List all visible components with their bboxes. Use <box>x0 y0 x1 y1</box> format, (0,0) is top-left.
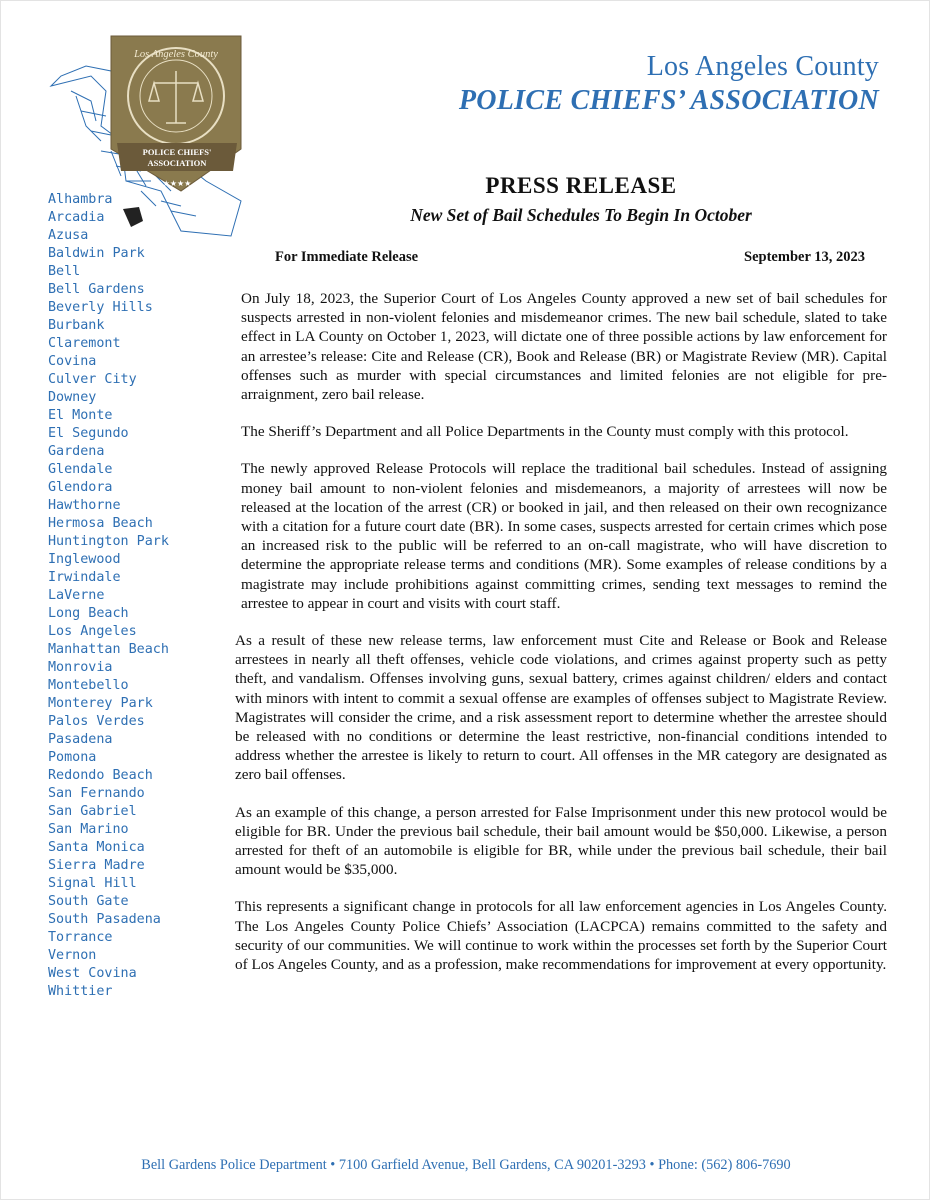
city-item: West Covina <box>48 966 137 981</box>
document-title: PRESS RELEASE <box>485 173 677 198</box>
city-item: Hawthorne <box>48 498 121 513</box>
city-item: South Pasadena <box>48 912 161 927</box>
city-item: Montebello <box>48 678 129 693</box>
paragraph: This represents a significant change in protocols for all law enforcement agencies in Los Angeles County. The Los Angeles County Police Chiefs’ Association (LACPCA) remains committed to the safety and security of our communities. We will continue to work within the processes set forth by the Superior Court of Los Angeles County, and as a profession, make recommendations for improvement at every opportunity. <box>235 898 887 974</box>
release-info-row <box>275 249 865 266</box>
city-item: Downey <box>48 390 97 405</box>
city-item: Whittier <box>48 984 113 999</box>
footer-contact: Bell Gardens Police Department • 7100 Garfield Avenue, Bell Gardens, CA 90201-3293 • Phone: (562) 806-7690 <box>141 1157 791 1173</box>
title-block <box>251 173 911 226</box>
release-label: For Immediate Release <box>275 249 419 265</box>
city-item: Gardena <box>48 444 105 459</box>
release-date: September 13, 2023 <box>744 249 865 265</box>
city-item: Torrance <box>48 930 113 945</box>
paragraph: On July 18, 2023, the Superior Court of Los Angeles County approved a new set of bail schedules for suspects arrested in non-violent felonies and misdemeanor crimes. The new bail schedule, slated to take effect in LA County on October 1, 2023, will dictate one of three possible actions by law enforcement for an arrestee’s release: Cite and Release (CR), Book and Release (BR) or Magistrate Review (MR). Capital offenses such as murder with special circumstances and limited felonies are not eligible for pre-arraignment, zero bail release. <box>241 290 887 404</box>
city-item: Burbank <box>48 318 105 333</box>
org-name-line2: POLICE CHIEFS’ ASSOCIATION <box>458 85 879 116</box>
city-item: South Gate <box>48 894 129 909</box>
city-item: Baldwin Park <box>48 246 145 261</box>
org-name-line1: Los Angeles County <box>646 51 879 82</box>
city-item: Beverly Hills <box>48 300 153 315</box>
city-item: Pasadena <box>48 732 113 747</box>
member-cities-list <box>48 191 223 1001</box>
city-item: Huntington Park <box>48 534 169 549</box>
city-item: San Marino <box>48 822 129 837</box>
city-item: Santa Monica <box>48 840 145 855</box>
city-item: Culver City <box>48 372 137 387</box>
banner-line1: POLICE CHIEFS' <box>142 147 212 157</box>
city-item: Glendora <box>48 480 113 495</box>
logo-stars: ★★★★ <box>162 179 192 188</box>
city-item: Azusa <box>48 228 89 243</box>
city-item: Sierra Madre <box>48 858 145 873</box>
city-item: Covina <box>48 354 97 369</box>
city-item: Signal Hill <box>48 876 137 891</box>
paragraph: The newly approved Release Protocols will replace the traditional bail schedules. Instead of assigning money bail amount to non-violent felonies and misdemeanors, a majority of arrestees will now be released at the location of the arrest (CR) or booked in jail, and then released on their own recognizance with a citation for a future court date (BR). In some cases, suspects arrested for certain crimes which pose an increased risk to the public will be referred to an on-call magistrate, who will have discretion to determine the appropriate release terms and conditions (MR). Some examples of release conditions by a magistrate may include prohibitions against committing crimes, sending text messages to remind the arrestee to appear in court and visits with court staff. <box>241 460 887 612</box>
city-item: Hermosa Beach <box>48 516 153 531</box>
city-item: Vernon <box>48 948 97 963</box>
city-item: Claremont <box>48 336 121 351</box>
city-item: Bell Gardens <box>48 282 145 297</box>
city-item: Monrovia <box>48 660 113 675</box>
paragraph: As a result of these new release terms, law enforcement must Cite and Release or Book and Release arrestees in nearly all theft offenses, vehicle code violations, and crimes against property such as petty theft, and vandalism. Offenses involving guns, sexual battery, crimes against children/ elders and contact with minors with intent to commit a sexual offense are examples of offenses subject to Magistrate Review. Magistrates will consider the crime, and a risk assessment report to determine whether the arrestee should be released with no conditions or determine the least restrictive, non-financial conditions intended to address whether the arrestee is likely to return to court. All offenses in the MR category are designated as zero bail offenses. <box>235 632 887 784</box>
city-item: San Gabriel <box>48 804 137 819</box>
city-item: LaVerne <box>48 588 105 603</box>
city-item: Manhattan Beach <box>48 642 169 657</box>
city-item: Glendale <box>48 462 113 477</box>
city-item: Alhambra <box>48 192 113 207</box>
paragraph: As an example of this change, a person arrested for False Imprisonment under this new protocol would be eligible for BR. Under the previous bail schedule, their bail amount would be $50,000. Likewise, a person arrested for theft of an automobile is eligible for BR, while under the previous bail schedule, their bail amount would be $35,000. <box>235 803 887 879</box>
city-item: Irwindale <box>48 570 121 585</box>
city-item: Palos Verdes <box>48 714 145 729</box>
banner-line2: ASSOCIATION <box>147 158 207 168</box>
city-item: Pomona <box>48 750 97 765</box>
city-item: Bell <box>48 264 81 279</box>
paragraph: The Sheriff’s Department and all Police Departments in the County must comply with this protocol. <box>241 423 849 441</box>
body-text <box>235 289 887 992</box>
city-item: Inglewood <box>48 552 121 567</box>
document-subtitle: New Set of Bail Schedules To Begin In October <box>410 205 752 225</box>
organization-header <box>459 51 879 117</box>
city-item: El Monte <box>48 408 113 423</box>
city-item: San Fernando <box>48 786 145 801</box>
city-item: Monterey Park <box>48 696 153 711</box>
city-item: Arcadia <box>48 210 105 225</box>
city-item: El Segundo <box>48 426 129 441</box>
city-item: Los Angeles <box>48 624 137 639</box>
city-item: Redondo Beach <box>48 768 153 783</box>
seal-arc-text: Los Angeles County <box>134 49 218 60</box>
city-item: Long Beach <box>48 606 129 621</box>
